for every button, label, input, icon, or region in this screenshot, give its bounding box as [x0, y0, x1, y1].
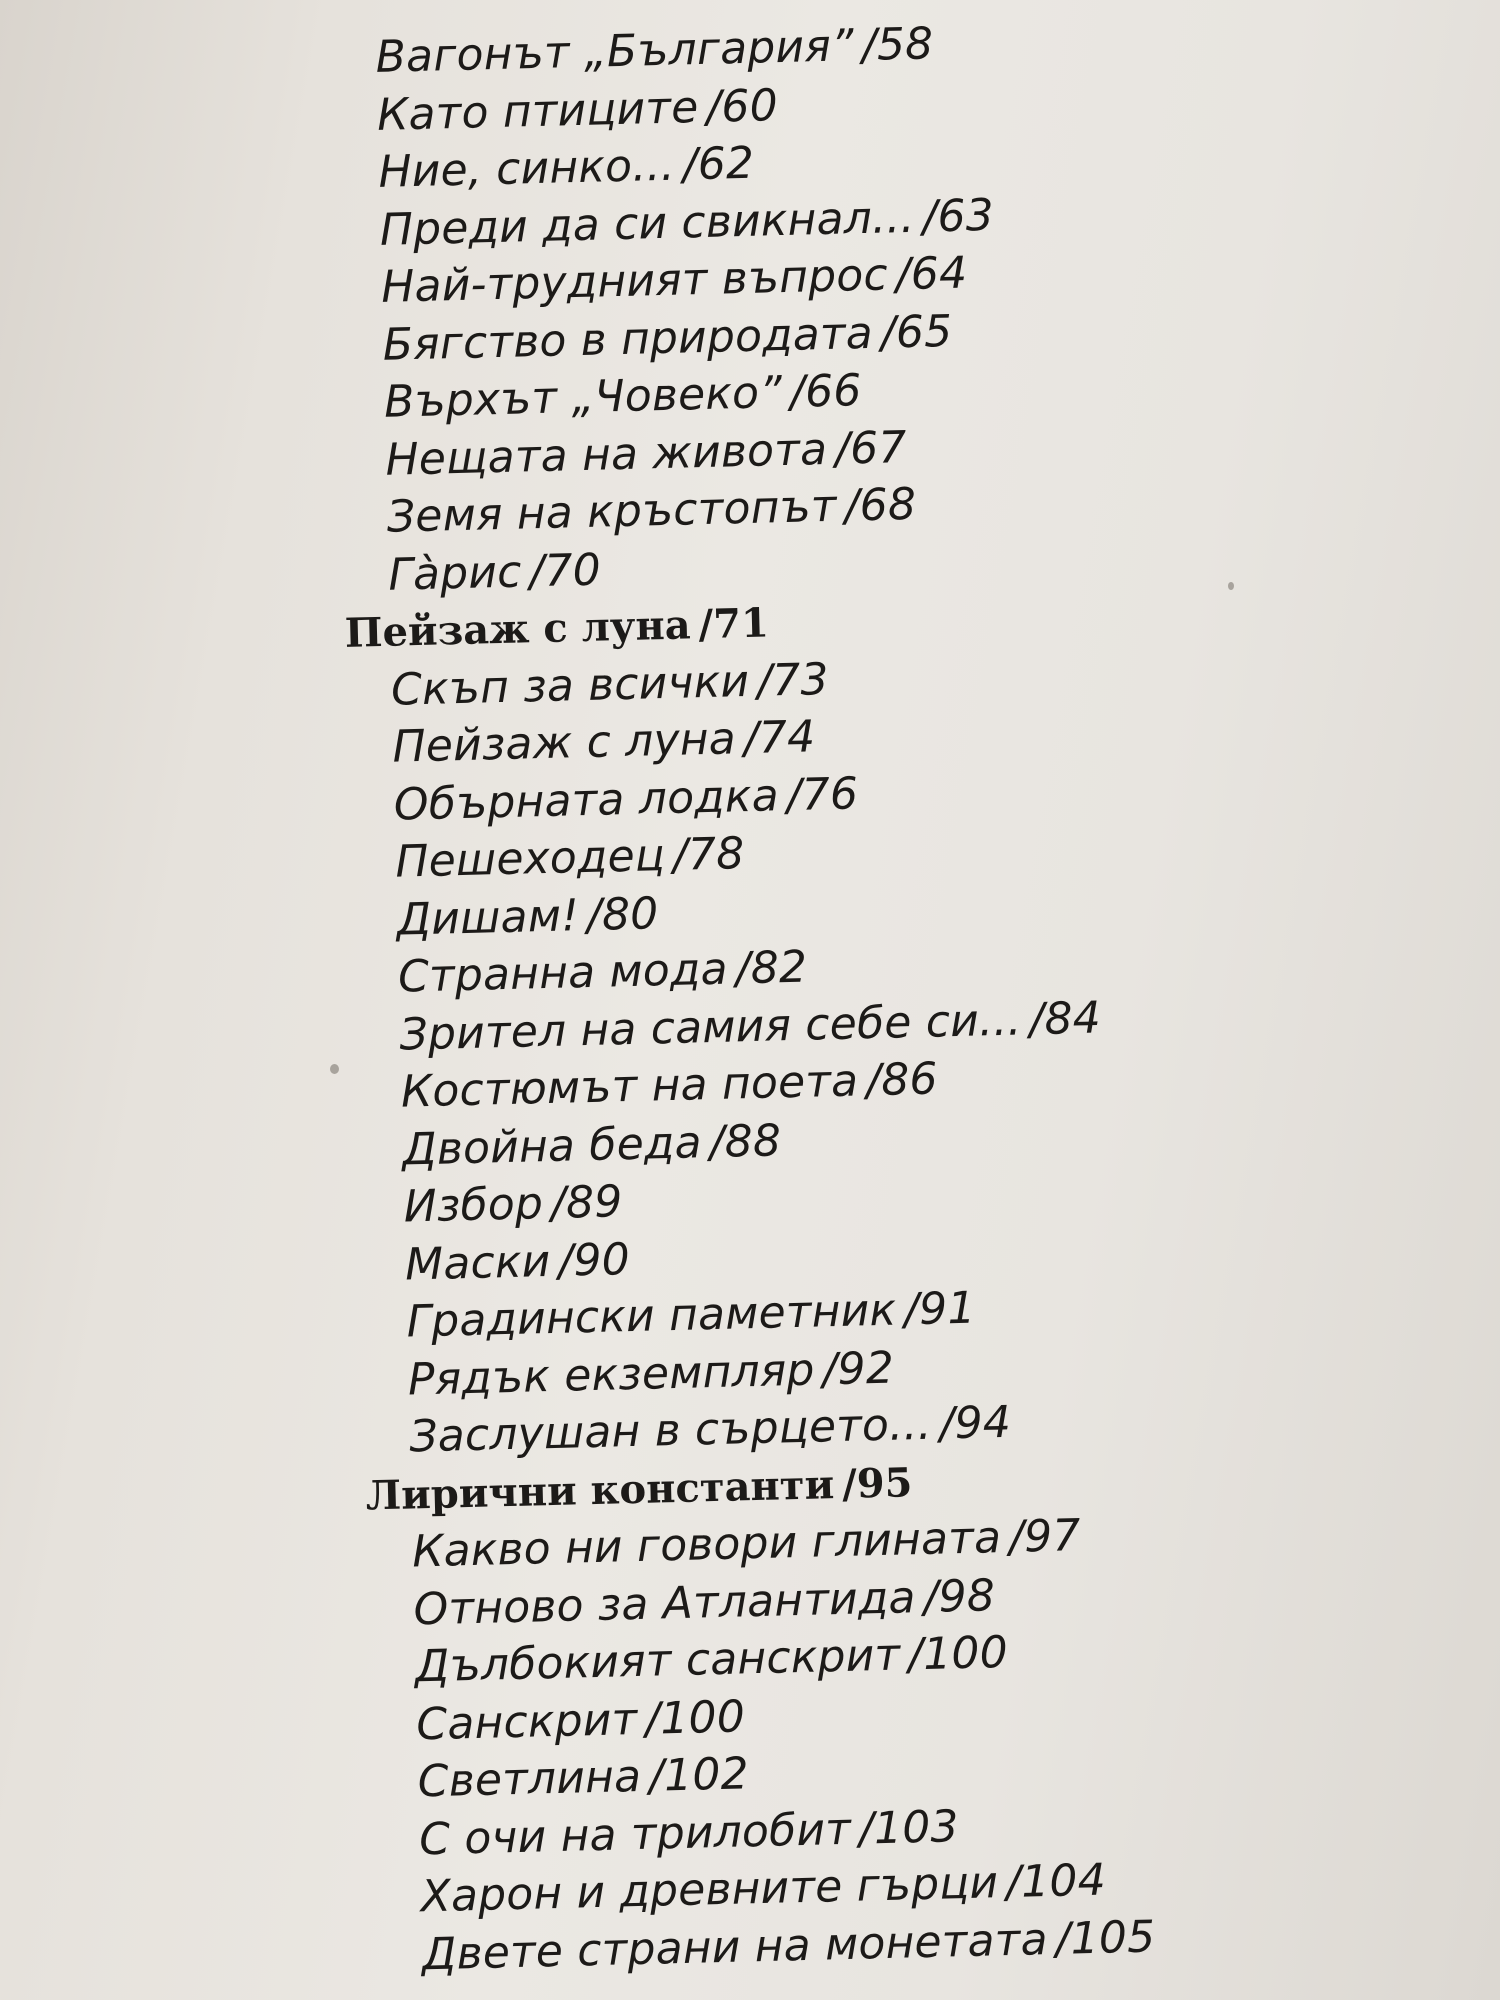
section-title: Лирични константи	[365, 1460, 835, 1520]
page-number: /76	[786, 767, 859, 821]
entry-title: Рядък екземпляр	[407, 1344, 816, 1405]
page-number: /66	[789, 365, 863, 418]
entry-title: Върхът „Човеко”	[383, 367, 783, 428]
page-number: /102	[648, 1748, 750, 1802]
entry-title: Земя на кръстопът	[386, 480, 838, 543]
entry-title: Зрител на самия себе си...	[398, 993, 1023, 1061]
entry-title: Обърната лодка	[393, 769, 780, 831]
entry-title: Двете страни на монетата	[421, 1913, 1049, 1980]
entry-title: Скъп за всички	[390, 655, 750, 716]
table-of-contents	[330, 6, 1377, 1985]
page-number: /94	[938, 1396, 1012, 1450]
page-number: /73	[756, 653, 830, 707]
entry-title: Най-трудният въпрос	[380, 249, 889, 313]
page-number: /86	[865, 1053, 939, 1107]
entry-title: Преди да си свикнал...	[379, 191, 916, 256]
entry-title: Нещата на живота	[384, 423, 828, 486]
page-number: /70	[528, 544, 602, 597]
entry-title: Отново за Атлантида	[412, 1571, 917, 1635]
entry-title: Дишам!	[396, 889, 580, 946]
page-number: /65	[880, 305, 953, 359]
paper-speck	[330, 1064, 339, 1074]
page-number: /92	[821, 1342, 895, 1395]
page-number: /91	[903, 1282, 977, 1336]
page-number: /84	[1028, 991, 1102, 1045]
entry-title: Костюмът на поета	[400, 1055, 859, 1118]
page-number: /80	[586, 887, 659, 941]
page-number: /63	[921, 189, 995, 243]
page-number: /68	[844, 478, 917, 532]
entry-title: Като птиците	[376, 81, 700, 141]
page-number: /78	[672, 828, 745, 881]
entry-title: Пейзаж с луна	[391, 713, 737, 773]
entry-title: Маски	[404, 1235, 552, 1291]
page-number: /90	[557, 1233, 631, 1287]
page-number: /95	[841, 1458, 913, 1508]
page-number: /100	[644, 1690, 746, 1745]
page-number: /97	[1008, 1510, 1082, 1563]
entry-title: Харон и древните гърци	[420, 1857, 999, 1923]
entry-title: Вагонът „България”	[375, 20, 855, 83]
page-number: /82	[735, 941, 808, 995]
entry-title: Градински паметник	[405, 1284, 897, 1348]
page-number: /74	[743, 711, 816, 765]
entry-title: Светлина	[417, 1750, 642, 1808]
page-number: /62	[682, 137, 755, 191]
entry-title: Избор	[403, 1178, 544, 1233]
entry-title: Гàрис	[387, 545, 523, 601]
entry-title: Какво ни говори глината	[411, 1512, 1002, 1578]
page-number: /98	[922, 1569, 996, 1623]
page-number: /88	[709, 1114, 782, 1168]
page-number: /104	[1005, 1854, 1107, 1909]
page-number: /58	[861, 18, 934, 72]
entry-title: Ние, синко...	[377, 139, 676, 198]
entry-title: Заслушан в сърцето...	[408, 1398, 933, 1463]
entry-title: Странна мода	[397, 943, 729, 1003]
page-number: /105	[1055, 1910, 1156, 1965]
entry-title: Пешеходец	[394, 830, 666, 888]
entry-title: С очи на трилобит	[418, 1803, 852, 1865]
page-number: /67	[834, 421, 908, 475]
page-number: /89	[550, 1176, 624, 1229]
entry-title: Дълбокият санскрит	[414, 1629, 901, 1693]
page-number: /103	[858, 1800, 960, 1855]
page-number: /71	[698, 599, 770, 649]
page-number: /100	[907, 1626, 1009, 1681]
section-title: Пейзаж с луна	[344, 601, 692, 657]
entry-title: Двойна беда	[401, 1116, 703, 1176]
page-number: /60	[705, 79, 779, 133]
entry-title: Санскрит	[415, 1693, 638, 1750]
page-number: /64	[895, 247, 968, 301]
entry-title: Бягство в природата	[382, 307, 874, 371]
